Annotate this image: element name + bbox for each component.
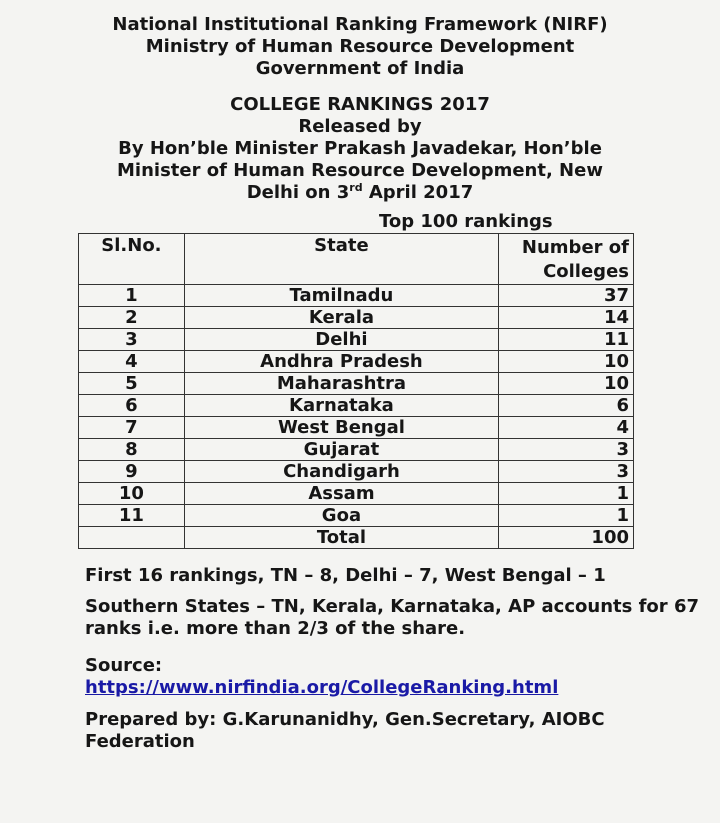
total-label: Total: [184, 527, 498, 549]
table-body: [79, 285, 634, 549]
first-16-note: First 16 rankings, TN – 8, Delhi – 7, West Bengal – 1: [85, 565, 606, 586]
row-state: Kerala: [184, 307, 498, 329]
header-count-line-2: Colleges: [543, 261, 629, 282]
release-line-1: By Hon’ble Minister Prakash Javadekar, Hon’ble: [118, 138, 602, 159]
release-date-sup: rd: [349, 181, 363, 194]
row-sl-no: 2: [79, 307, 185, 329]
row-sl-no: 6: [79, 395, 185, 417]
row-count: 10: [499, 373, 634, 395]
release-line-2: Minister of Human Resource Development, New: [117, 160, 603, 181]
row-sl-no: 8: [79, 439, 185, 461]
row-sl-no: 5: [79, 373, 185, 395]
row-count: 1: [499, 483, 634, 505]
table-row: [79, 373, 634, 395]
rankings-table: [78, 233, 634, 549]
table-row: [79, 351, 634, 373]
prepared-by-note: Prepared by: G.Karunanidhy, Gen.Secretary, AIOBC Federation: [85, 709, 605, 752]
row-count: 14: [499, 307, 634, 329]
header-line-government: Government of India: [255, 58, 465, 79]
source-link[interactable]: https://www.nirfindia.org/CollegeRanking.html: [85, 677, 559, 698]
row-count: 1: [499, 505, 634, 527]
header-count-line-1: Number of: [521, 237, 629, 258]
row-sl-no: 7: [79, 417, 185, 439]
row-sl-no: 9: [79, 461, 185, 483]
row-state: Gujarat: [184, 439, 498, 461]
row-count: 37: [499, 285, 634, 307]
row-count: 6: [499, 395, 634, 417]
row-count: 10: [499, 351, 634, 373]
table-row: [79, 395, 634, 417]
header-block: [0, 14, 720, 80]
row-state: Assam: [184, 483, 498, 505]
table-row: [79, 417, 634, 439]
source-label: Source:: [85, 655, 163, 676]
row-state: Tamilnadu: [184, 285, 498, 307]
header-state: State: [184, 234, 498, 285]
table-row: [79, 461, 634, 483]
row-sl-no: 10: [79, 483, 185, 505]
row-state: Delhi: [184, 329, 498, 351]
total-count: 100: [499, 527, 634, 549]
row-sl-no: 1: [79, 285, 185, 307]
table-total-row: [79, 527, 634, 549]
table-row: [79, 439, 634, 461]
release-line-3: [0, 182, 720, 204]
table-row: [79, 285, 634, 307]
table-row: [79, 483, 634, 505]
total-sl-empty: [79, 527, 185, 549]
header-line-nirf: National Institutional Ranking Framework (NIRF): [112, 14, 608, 35]
row-state: Goa: [184, 505, 498, 527]
row-state: West Bengal: [184, 417, 498, 439]
table-caption: Top 100 rankings: [379, 211, 553, 232]
header-sl-no: Sl.No.: [79, 234, 185, 285]
table-row: [79, 307, 634, 329]
notes-block: [85, 565, 705, 753]
row-state: Maharashtra: [184, 373, 498, 395]
table-header-row: [79, 234, 634, 285]
row-count: 11: [499, 329, 634, 351]
table-row: [79, 329, 634, 351]
release-date-pre: Delhi on 3: [246, 182, 350, 203]
row-sl-no: 11: [79, 505, 185, 527]
row-state: Chandigarh: [184, 461, 498, 483]
row-count: 3: [499, 439, 634, 461]
row-count: 4: [499, 417, 634, 439]
release-date-post: April 2017: [362, 182, 474, 203]
row-sl-no: 3: [79, 329, 185, 351]
header-line-ministry: Ministry of Human Resource Development: [145, 36, 575, 57]
header-number-of-colleges: [499, 234, 634, 285]
row-count: 3: [499, 461, 634, 483]
table-row: [79, 505, 634, 527]
southern-states-note: Southern States – TN, Kerala, Karnataka, AP accounts for 67 ranks i.e. more than 2/3 of the share.: [85, 596, 699, 639]
released-by-label: Released by: [298, 116, 422, 137]
release-block: [0, 94, 720, 204]
row-state: Karnataka: [184, 395, 498, 417]
row-state: Andhra Pradesh: [184, 351, 498, 373]
row-sl-no: 4: [79, 351, 185, 373]
rankings-title: COLLEGE RANKINGS 2017: [230, 94, 490, 115]
